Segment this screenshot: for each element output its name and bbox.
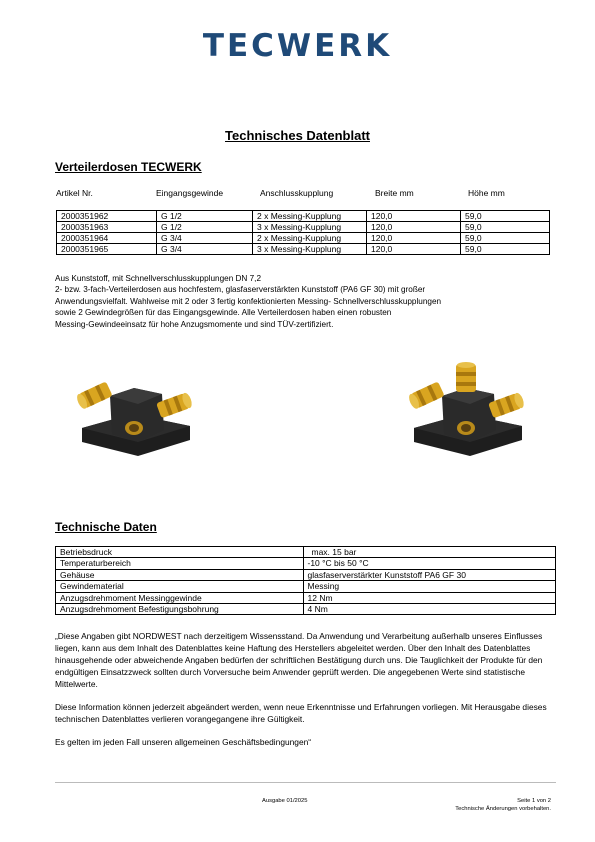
table-row <box>56 547 556 558</box>
table-row <box>57 222 550 233</box>
column-header-anschlusskupplung: Anschlusskupplung <box>260 188 334 198</box>
description-line: 2- bzw. 3-fach-Verteilerdosen aus hochfestem, glasfaserverstärkten Kunststoff (PA6 GF 30) mit großer <box>55 285 426 295</box>
brand-logo: TECWERK <box>202 28 393 64</box>
description-line: Messing-Gewindeeinsatz für hohe Anzugsmomente und sind TÜV-zertifiziert. <box>55 319 334 329</box>
table-cell: Anzugsdrehmoment Messinggewinde <box>56 592 304 603</box>
table-cell: 3 x Messing-Kupplung <box>253 244 367 255</box>
table-cell: G 1/2 <box>157 222 253 233</box>
table-cell: 120,0 <box>367 222 461 233</box>
table-cell: 2 x Messing-Kupplung <box>253 233 367 244</box>
table-row <box>56 604 556 615</box>
table-cell: 120,0 <box>367 233 461 244</box>
description-line: Aus Kunststoff, mit Schnellverschlusskupplungen DN 7,2 <box>55 274 262 283</box>
table-cell: -10 °C bis 50 °C <box>303 558 556 569</box>
footer-disclaimer: Technische Änderungen vorbehalten. <box>455 806 551 812</box>
footer-edition: Ausgabe 01/2025 <box>262 798 308 804</box>
product-description <box>55 273 555 330</box>
table-row <box>57 211 550 222</box>
disclaimer-paragraph: „Diese Angaben gibt NORDWEST nach derzeitigem Wissensstand. Da Anwendung und Verarbeitung außerhalb unseres Einflusses liegen, kann aus dem Inhalt des Datenblattes keine Haftung des Herstellers abgeleitet werden. Über den Inhalt des Datenblattes hinausgehende oder abweichende Angaben bedürfen der schriftlichen Bestätigung durch uns. Die Tauglichkeit der Produkte für den endgültigen Einsatzzweck sollten durch Vorversuche beim Anwender geprüft werden. Die angegebenen Werte sind statistische Mittelwerte. <box>55 631 543 689</box>
table-cell: 2 x Messing-Kupplung <box>253 211 367 222</box>
table-cell: 3 x Messing-Kupplung <box>253 222 367 233</box>
table-cell: 12 Nm <box>303 592 556 603</box>
column-header-eingangsgewinde: Eingangsgewinde <box>156 188 224 198</box>
table-row <box>56 581 556 592</box>
table-row <box>56 569 556 580</box>
product-image-3-fach <box>404 362 534 462</box>
table-cell: 2000351964 <box>57 233 157 244</box>
table-cell: 2000351962 <box>57 211 157 222</box>
table-cell: 120,0 <box>367 244 461 255</box>
table-row <box>57 233 550 244</box>
table-cell: G 3/4 <box>157 233 253 244</box>
table-cell: 4 Nm <box>303 604 556 615</box>
table-cell: max. 15 bar <box>303 547 556 558</box>
description-line: sowie 2 Gewindegrößen für das Eingangsgewinde. Alle Verteilerdosen haben einen robusten <box>55 308 392 318</box>
table-cell: 59,0 <box>461 244 550 255</box>
table-cell: Temperaturbereich <box>56 558 304 569</box>
section-title-verteilerdosen: Verteilerdosen TECWERK <box>55 160 202 174</box>
table-cell: Anzugsdrehmoment Befestigungsbohrung <box>56 604 304 615</box>
table-cell: Betriebsdruck <box>56 547 304 558</box>
column-header-breite: Breite mm <box>375 188 414 198</box>
table-cell: 2000351963 <box>57 222 157 233</box>
table-row <box>56 592 556 603</box>
article-table <box>56 210 550 255</box>
table-cell: glasfaserverstärkter Kunststoff PA6 GF 30 <box>303 569 556 580</box>
section-title-technische-daten: Technische Daten <box>55 520 157 534</box>
table-row <box>57 244 550 255</box>
disclaimer-notes <box>55 630 555 759</box>
column-header-artikel: Artikel Nr. <box>56 188 93 198</box>
table-cell: 120,0 <box>367 211 461 222</box>
table-cell: 59,0 <box>461 211 550 222</box>
table-cell: 59,0 <box>461 222 550 233</box>
document-title: Technisches Datenblatt <box>225 128 370 143</box>
disclaimer-paragraph: Es gelten im jeden Fall unseren allgemeinen Geschäftsbedingungen“ <box>55 737 312 747</box>
description-line: Anwendungsvielfalt. Wahlweise mit 2 oder 3 fertig konfektionierten Messing- Schnellverschlusskupplungen <box>55 296 442 306</box>
table-cell: G 1/2 <box>157 211 253 222</box>
table-cell: 2000351965 <box>57 244 157 255</box>
table-row <box>56 558 556 569</box>
table-cell: G 3/4 <box>157 244 253 255</box>
table-cell: 59,0 <box>461 233 550 244</box>
product-image-2-fach <box>72 362 202 462</box>
table-cell: Gehäuse <box>56 569 304 580</box>
table-cell: Messing <box>303 581 556 592</box>
disclaimer-paragraph: Diese Information können jederzeit abgeändert werden, wenn neue Erkenntnisse und Erfahrungen vorliegen. Mit Herausgabe dieses technischen Datenblattes verlieren vorangegangene ihre Gültigkeit. <box>55 702 547 724</box>
column-header-hoehe: Höhe mm <box>468 188 505 198</box>
technical-data-table <box>55 546 556 615</box>
footer-page-info <box>455 797 551 813</box>
footer-page-number: Seite 1 von 2 <box>517 798 551 804</box>
footer-divider <box>55 782 556 783</box>
table-cell: Gewindematerial <box>56 581 304 592</box>
